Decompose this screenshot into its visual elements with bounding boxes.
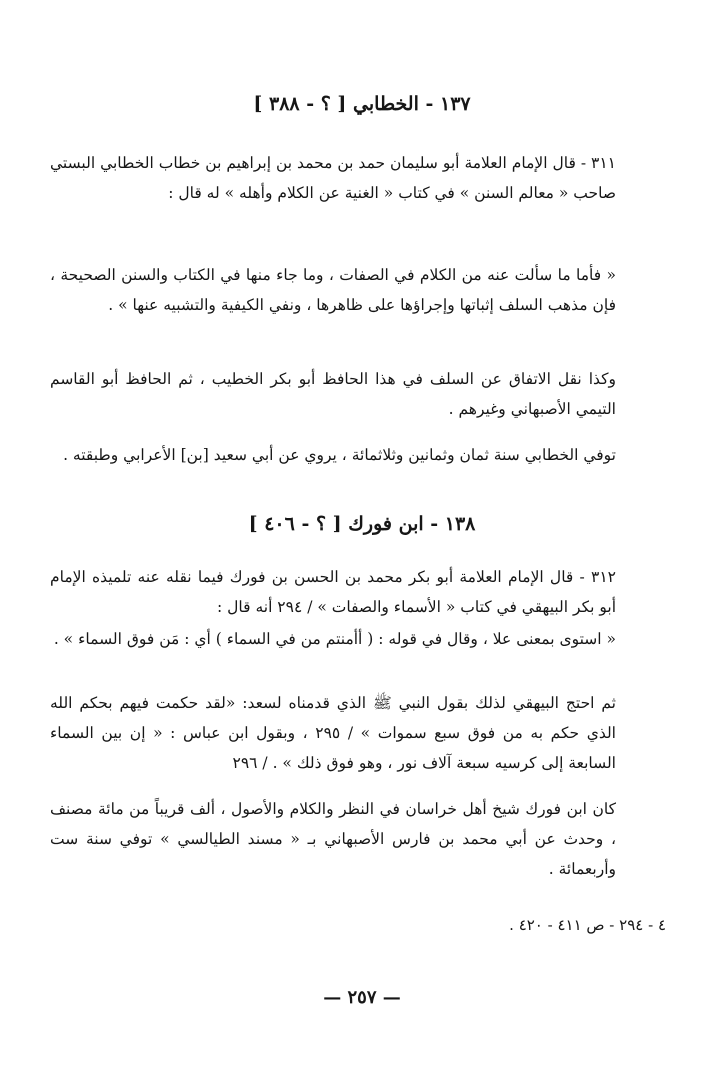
- section-heading-khattabi: ١٣٧ - الخطابي [ ؟ - ٣٨٨ ]: [253, 93, 471, 115]
- footnote: ٤ - ٢٩٤ - ص ٤١١ - ٤٢٠ .: [509, 916, 666, 934]
- paragraph-312: ٣١٢ - قال الإمام العلامة أبو بكر محمد بن الحسن بن فورك فيما نقله عنه تلميذه الإمام أبو بكر البيهقي في كتاب « الأسماء والصفات » / ٢٩٤ أنه قال :: [50, 568, 616, 616]
- paragraph-consensus: وكذا نقل الاتفاق عن السلف في هذا الحافظ أبو بكر الخطيب ، ثم الحافظ أبو القاسم التيمي الأصبهاني وغيرهم .: [50, 370, 616, 418]
- paragraph-ibn-furak-bio: كان ابن فورك شيخ أهل خراسان في النظر والكلام والأصول ، ألف قريباً من مائة مصنف ، وحدث عن أبي محمد بن فارس الأصبهاني بـ « مسند الطيالسي » توفي سنة ست وأربعمائة .: [50, 800, 616, 878]
- section-heading-ibn-furak: ١٣٨ - ابن فورك [ ؟ - ٤٠٦ ]: [248, 513, 476, 535]
- page-number: — ٢٥٧ —: [323, 987, 401, 1008]
- paragraph-bayhaqi: ثم احتج البيهقي لذلك بقول النبي ﷺ الذي قدمناه لسعد: «لقد حكمت فيهم بحكم الله الذي حكم به من فوق سبع سموات » / ٢٩٥ ، وبقول ابن عباس : « إن بين السماء السابعة إلى كرسيه سبعة آلاف نور ، وهو فوق ذلك » . / ٢٩٦: [50, 694, 616, 772]
- paragraph-311: ٣١١ - قال الإمام العلامة أبو سليمان حمد بن محمد بن إبراهيم بن خطاب الخطابي البستي صاحب « معالم السنن » في كتاب « الغنية عن الكلام وأهله » له قال :: [50, 154, 616, 202]
- paragraph-khattabi-quote: « فأما ما سألت عنه من الكلام في الصفات ، وما جاء منها في الكتاب والسنن الصحيحة ، فإن مذهب السلف إثباتها وإجراؤها على ظاهرها ، ونفي الكيفية والتشبيه عنها » .: [50, 266, 616, 314]
- paragraph-khattabi-death: توفي الخطابي سنة ثمان وثمانين وثلاثمائة ، يروي عن أبي سعيد [بن] الأعرابي وطبقته .: [63, 446, 616, 464]
- paragraph-istawa: « استوى بمعنى علا ، وقال في قوله : ( أأمنتم من في السماء ) أي : مَن فوق السماء » .: [53, 630, 616, 648]
